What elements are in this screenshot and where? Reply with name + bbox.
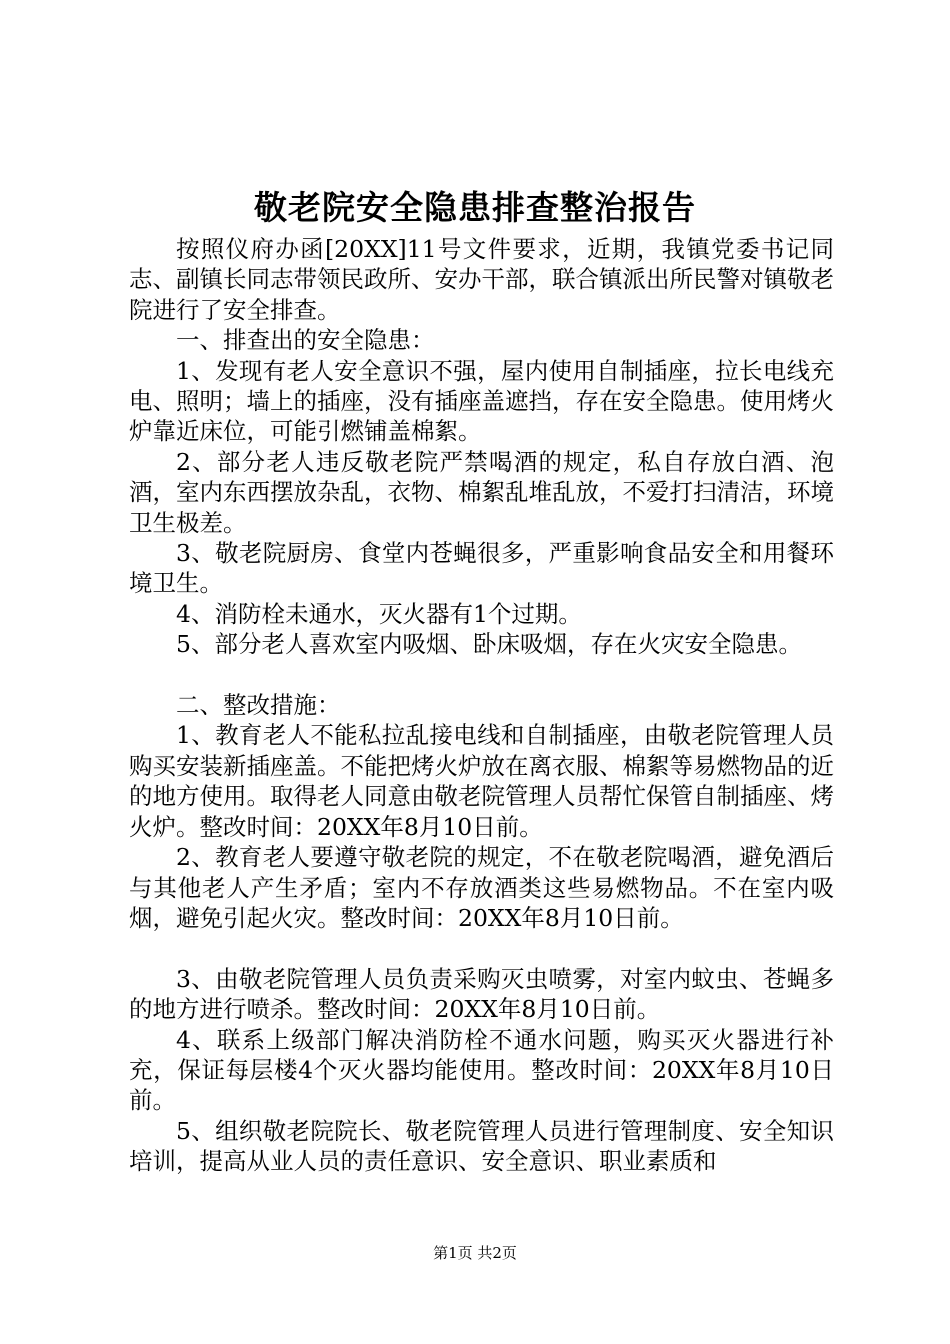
document-title: 敬老院安全隐患排查整治报告 bbox=[254, 188, 696, 227]
measure-item-4: 4、联系上级部门解决消防栓不通水问题，购买灭火器进行补充，保证每层楼4个灭火器均能使用。整改时间：20XX年8月10日前。 bbox=[129, 1025, 834, 1115]
intro-paragraph: 按照仪府办函[20XX]11号文件要求，近期，我镇党委书记同志、副镇长同志带领民政所、安办干部，联合镇派出所民警对镇敬老院进行了安全排查。 bbox=[129, 235, 834, 324]
measure-item-2: 2、教育老人要遵守敬老院的规定，不在敬老院喝酒，避免酒后与其他老人产生矛盾；室内不存放酒类这些易燃物品。不在室内吸烟，避免引起火灾。整改时间：20XX年8月10日前。 bbox=[129, 843, 834, 932]
document-body bbox=[129, 234, 834, 1177]
measure-item-3: 3、由敬老院管理人员负责采购灭虫喷雾，对室内蚊虫、苍蝇多的地方进行喷杀。整改时间：20XX年8月10日前。 bbox=[129, 964, 834, 1024]
page-footer: 第1页 共2页 bbox=[433, 1244, 517, 1262]
hazard-item-2: 2、部分老人违反敬老院严禁喝酒的规定，私自存放白酒、泡酒，室内东西摆放杂乱，衣物、棉絮乱堆乱放，不爱打扫清洁，环境卫生极差。 bbox=[129, 447, 834, 537]
hazard-item-5: 5、部分老人喜欢室内吸烟、卧床吸烟，存在火灾安全隐患。 bbox=[176, 630, 802, 659]
hazard-item-1: 1、发现有老人安全意识不强，屋内使用自制插座，拉长电线充电、照明；墙上的插座，没有插座盖遮挡，存在安全隐患。使用烤火炉靠近床位，可能引燃铺盖棉絮。 bbox=[129, 356, 834, 446]
measure-item-1: 1、教育老人不能私拉乱接电线和自制插座，由敬老院管理人员购买安装新插座盖。不能把烤火炉放在离衣服、棉絮等易燃物品的近的地方使用。取得老人同意由敬老院管理人员帮忙保管自制插座、烤火炉。整改时间：20XX年8月10日前。 bbox=[129, 721, 834, 841]
hazard-item-4: 4、消防栓未通水，灭火器有1个过期。 bbox=[176, 599, 582, 628]
section-heading-hazards: 一、排查出的安全隐患： bbox=[176, 326, 435, 355]
hazard-item-3: 3、敬老院厨房、食堂内苍蝇很多，严重影响食品安全和用餐环境卫生。 bbox=[129, 539, 834, 598]
measure-item-5: 5、组织敬老院院长、敬老院管理人员进行管理制度、安全知识培训，提高从业人员的责任意识、安全意识、职业素质和 bbox=[129, 1116, 834, 1176]
section-heading-measures: 二、整改措施： bbox=[176, 691, 341, 720]
